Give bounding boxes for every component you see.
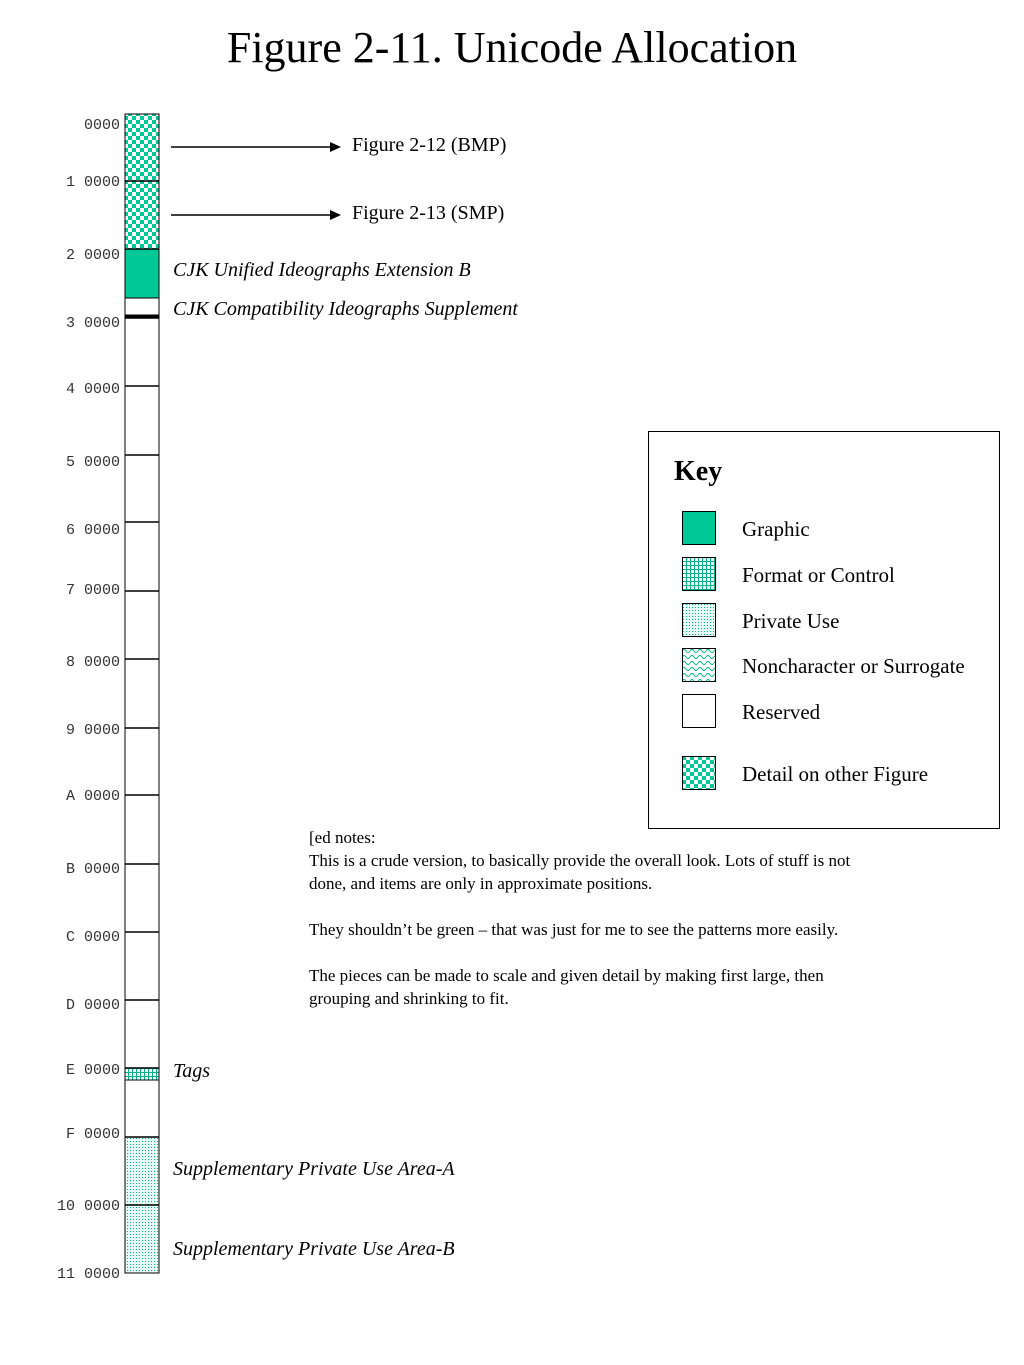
notes-paragraph-2: They shouldn’t be green – that was just for me to see the patterns more easily. xyxy=(309,920,839,939)
axis-label-8: 8 0000 xyxy=(65,654,120,671)
legend-item-reserved xyxy=(682,694,992,728)
notes-paragraph-1: This is a crude version, to basically provide the overall look. Lots of stuff is not done, and items are only in approximate positions. xyxy=(309,851,851,893)
axis-label-e: E 0000 xyxy=(65,1062,120,1079)
axis-label-0: 0000 xyxy=(83,117,120,134)
axis-label-9: 9 0000 xyxy=(65,722,120,739)
axis-label-7: 7 0000 xyxy=(65,582,120,599)
axis-label-4: 4 0000 xyxy=(65,381,120,398)
legend-item-nonchar xyxy=(682,648,992,682)
bar-block-spua-b xyxy=(125,1205,159,1273)
page-title: Figure 2-11. Unicode Allocation xyxy=(226,23,798,72)
bar-block-reserved-e xyxy=(125,1080,159,1137)
private-use-swatch-icon xyxy=(682,603,716,637)
legend-label: Private Use xyxy=(742,609,840,633)
legend-label: Graphic xyxy=(742,517,810,541)
legend-label: Noncharacter or Surrogate xyxy=(742,654,965,678)
label-spua-a: Supplementary Private Use Area-A xyxy=(173,1158,455,1180)
legend-label: Reserved xyxy=(742,700,821,724)
label-tags: Tags xyxy=(173,1060,211,1082)
bar-block-reserved-main xyxy=(125,318,159,1068)
format-swatch-icon xyxy=(682,557,716,591)
notes-paragraph-3: The pieces can be made to scale and given detail by making first large, then grouping and shrinking to fit. xyxy=(309,966,824,1008)
reserved-swatch-icon xyxy=(682,694,716,728)
axis-label-6: 6 0000 xyxy=(65,522,120,539)
axis-label-d: D 0000 xyxy=(65,997,120,1014)
bar-block-cjk-ext-b xyxy=(125,249,159,298)
bar-block-bmp xyxy=(125,114,159,181)
figure-ref-smp: Figure 2-13 (SMP) xyxy=(352,202,505,224)
axis-label-a: A 0000 xyxy=(65,788,120,805)
axis-label-5: 5 0000 xyxy=(65,454,120,471)
legend-item-graphic xyxy=(682,511,992,545)
legend-item-format xyxy=(682,557,992,591)
legend-label: Format or Control xyxy=(742,563,895,587)
legend-box xyxy=(648,431,1000,829)
figure-ref-bmp: Figure 2-12 (BMP) xyxy=(352,134,507,156)
legend-label: Detail on other Figure xyxy=(742,762,929,786)
axis-label-f: F 0000 xyxy=(65,1126,120,1143)
legend-item-private xyxy=(682,603,992,637)
axis-label-3: 3 0000 xyxy=(65,315,120,332)
axis-label-c: C 0000 xyxy=(65,929,120,946)
label-spua-b: Supplementary Private Use Area-B xyxy=(173,1238,455,1260)
axis-label-2: 2 0000 xyxy=(65,247,120,264)
legend-item-detail xyxy=(682,756,992,790)
axis-label-b: B 0000 xyxy=(65,861,120,878)
graphic-swatch-icon xyxy=(682,511,716,545)
axis-label-10: 10 0000 xyxy=(56,1198,120,1215)
detail-swatch-icon xyxy=(682,756,716,790)
axis-label-1: 1 0000 xyxy=(65,174,120,191)
noncharacter-swatch-icon xyxy=(682,648,716,682)
bar-block-spua-a xyxy=(125,1137,159,1205)
label-cjk-compat-supp: CJK Compatibility Ideographs Supplement xyxy=(173,298,518,320)
notes-heading: [ed notes: xyxy=(309,828,376,847)
editor-notes xyxy=(309,826,869,1033)
axis-label-11: 11 0000 xyxy=(56,1266,120,1283)
arrow-smp xyxy=(171,210,341,220)
bar-block-smp xyxy=(125,181,159,249)
bar-block-tags xyxy=(125,1068,159,1080)
label-cjk-ext-b: CJK Unified Ideographs Extension B xyxy=(173,259,471,281)
arrow-bmp xyxy=(171,142,341,152)
legend-title: Key xyxy=(674,456,723,487)
bar-block-reserved-2 xyxy=(125,298,159,315)
